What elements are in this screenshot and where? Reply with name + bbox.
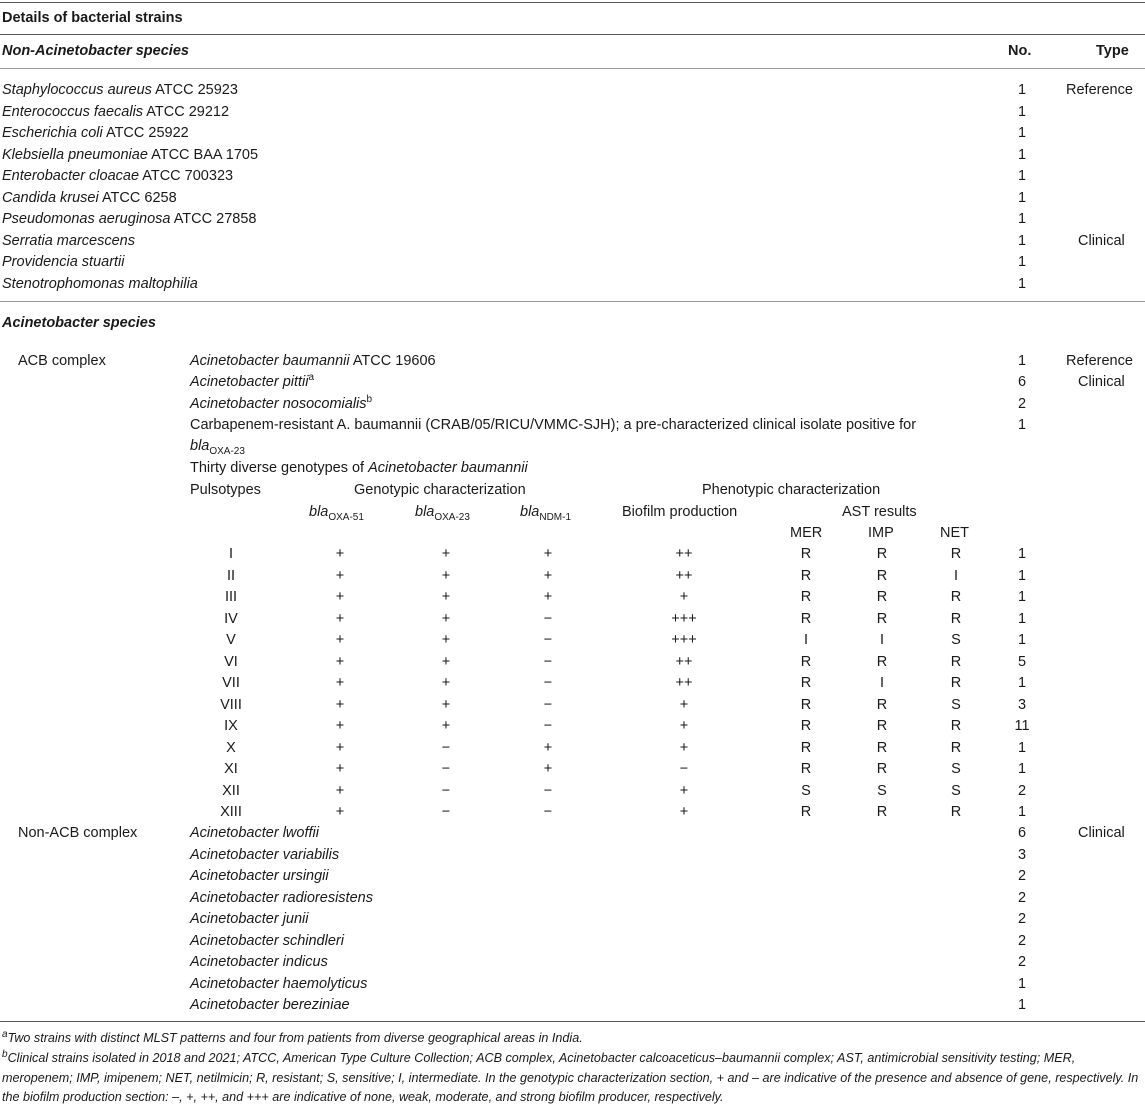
species-name: Stenotrophomonas maltophilia (2, 276, 198, 292)
ndm1-cell: + (543, 546, 553, 562)
mer-cell: R (800, 589, 812, 605)
top-rule (0, 2, 1145, 3)
count-cell: 1 (1017, 632, 1027, 648)
imp-cell: R (876, 718, 888, 734)
strain-id: ATCC 700323 (139, 168, 234, 184)
strain-count: 1 (1017, 104, 1027, 120)
count-cell: 11 (1014, 718, 1030, 734)
strain-id: ATCC 6258 (98, 190, 177, 206)
net-cell: S (951, 632, 961, 648)
pulsotype-cell: VII (222, 675, 240, 691)
net-cell: S (951, 761, 961, 777)
net-cell: R (950, 740, 962, 756)
oxa23-cell: + (441, 632, 451, 648)
imp-cell: I (879, 632, 885, 648)
imp-cell: R (876, 611, 888, 627)
header-no: No. (1008, 43, 1032, 59)
species-name: Acinetobacter haemolyticus (190, 976, 368, 992)
gene-name: bla (520, 504, 540, 520)
acb-row-baumannii-no: 1 (1017, 353, 1027, 369)
table-title: Details of bacterial strains (2, 10, 183, 26)
imp-cell: R (876, 546, 888, 562)
imp-cell: R (876, 740, 888, 756)
ndm1-cell: − (543, 632, 553, 648)
mer-cell: R (800, 546, 812, 562)
acb-row-crab-line2 (190, 437, 245, 455)
ndm1-cell: − (543, 718, 553, 734)
pulsotypes-header: Pulsotypes (190, 482, 261, 498)
mer-header: MER (790, 525, 823, 541)
biofilm-cell: + (679, 589, 689, 605)
net-cell: R (950, 804, 962, 820)
oxa23-cell: + (441, 568, 451, 584)
acb-row-nosocomialis-no: 2 (1017, 396, 1027, 412)
strain-row (2, 81, 238, 99)
count-cell: 2 (1017, 783, 1027, 799)
strain-type: Clinical (1078, 233, 1125, 249)
net-cell: R (950, 589, 962, 605)
footnote-b (2, 1049, 1142, 1108)
imp-cell: R (876, 761, 888, 777)
header-non-acinetobacter: Non-Acinetobacter species (2, 43, 189, 59)
acb-row-pittii-no: 6 (1017, 374, 1027, 390)
strain-count: 6 (1017, 825, 1027, 841)
oxa23-cell: − (441, 740, 451, 756)
net-cell: R (950, 675, 962, 691)
net-cell: R (950, 654, 962, 670)
count-cell: 1 (1017, 804, 1027, 820)
strain-id: ATCC 19606 (349, 353, 436, 369)
biofilm-cell: + (679, 697, 689, 713)
oxa23-header (415, 503, 470, 521)
biofilm-cell: + (679, 804, 689, 820)
acinetobacter-header: Acinetobacter species (2, 315, 156, 331)
non-acb-type: Clinical (1078, 825, 1125, 841)
acb-row-thirty-genotypes (190, 459, 528, 477)
imp-cell: R (876, 654, 888, 670)
biofilm-cell: − (679, 761, 689, 777)
mer-cell: R (800, 761, 812, 777)
oxa51-cell: + (335, 589, 345, 605)
species-name: Acinetobacter variabilis (190, 847, 340, 863)
gene-name: bla (190, 438, 210, 454)
oxa51-cell: + (335, 761, 345, 777)
biofilm-cell: + (679, 740, 689, 756)
strain-row (2, 253, 125, 271)
strain-count: 2 (1017, 868, 1027, 884)
strain-id: ATCC 29212 (143, 104, 230, 120)
acb-row-baumannii (190, 352, 436, 370)
ndm1-cell: + (543, 568, 553, 584)
strain-count: 1 (1017, 147, 1027, 163)
strain-row (2, 189, 177, 207)
pulsotype-cell: XI (224, 761, 238, 777)
species-name: Escherichia coli (2, 125, 103, 141)
pulsotype-cell: II (226, 568, 236, 584)
oxa51-header (309, 503, 364, 521)
species-name: Serratia marcescens (2, 233, 135, 249)
pulsotype-cell: XII (222, 783, 240, 799)
imp-header: IMP (868, 525, 894, 541)
count-cell: 1 (1017, 589, 1027, 605)
count-cell: 1 (1017, 761, 1027, 777)
species-name: Klebsiella pneumoniae (2, 147, 148, 163)
section-rule (0, 301, 1145, 302)
oxa51-cell: + (335, 632, 345, 648)
pulsotype-cell: X (226, 740, 236, 756)
net-header: NET (940, 525, 969, 541)
species-name: Providencia stuartii (2, 254, 125, 270)
gene-sub: OXA-23 (209, 445, 245, 457)
oxa51-cell: + (335, 675, 345, 691)
species-name: Acinetobacter indicus (190, 954, 328, 970)
net-cell: S (951, 697, 961, 713)
strain-count: 1 (1017, 254, 1027, 270)
mer-cell: I (803, 632, 809, 648)
species-name: Acinetobacter junii (190, 911, 309, 927)
species-name: Acinetobacter nosocomialis (190, 396, 367, 412)
net-cell: I (953, 568, 959, 584)
ndm1-cell: − (543, 804, 553, 820)
oxa23-cell: + (441, 675, 451, 691)
ndm1-header (520, 503, 571, 521)
footnote-mark: b (2, 1048, 8, 1060)
net-cell: S (951, 783, 961, 799)
footnote-mark: b (366, 394, 373, 406)
imp-cell: R (876, 804, 888, 820)
imp-cell: R (876, 697, 888, 713)
oxa51-cell: + (335, 740, 345, 756)
mer-cell: R (800, 718, 812, 734)
biofilm-cell: ++ (675, 654, 693, 670)
strain-count: 3 (1017, 847, 1027, 863)
oxa23-cell: + (441, 589, 451, 605)
count-cell: 1 (1017, 675, 1027, 691)
imp-cell: I (879, 675, 885, 691)
mer-cell: R (800, 697, 812, 713)
strain-count: 1 (1017, 276, 1027, 292)
count-cell: 1 (1017, 611, 1027, 627)
footnote-text: Two strains with distinct MLST patterns and four from patients from diverse geographical areas in India. (7, 1031, 583, 1045)
species-name: Staphylococcus aureus (2, 82, 152, 98)
net-cell: R (950, 546, 962, 562)
gene-name: bla (309, 504, 329, 520)
oxa51-cell: + (335, 697, 345, 713)
strain-row (2, 275, 198, 293)
ndm1-cell: + (543, 740, 553, 756)
species-name: Acinetobacter baumannii (368, 460, 528, 476)
header-type: Type (1096, 43, 1129, 59)
count-cell: 3 (1017, 697, 1027, 713)
oxa51-cell: + (335, 783, 345, 799)
strain-type: Reference (1066, 82, 1133, 98)
oxa51-cell: + (335, 546, 345, 562)
strain-count: 1 (1017, 125, 1027, 141)
imp-cell: R (876, 589, 888, 605)
species-name: Pseudomonas aeruginosa (2, 211, 171, 227)
biofilm-cell: +++ (671, 611, 697, 627)
genotypic-header: Genotypic characterization (354, 482, 526, 498)
mer-cell: S (801, 783, 811, 799)
biofilm-cell: + (679, 783, 689, 799)
strain-count: 2 (1017, 954, 1027, 970)
oxa51-cell: + (335, 804, 345, 820)
net-cell: R (950, 611, 962, 627)
gene-name: bla (415, 504, 435, 520)
mer-cell: R (800, 654, 812, 670)
strain-id: ATCC 25922 (102, 125, 189, 141)
strain-count: 2 (1017, 890, 1027, 906)
mer-cell: R (800, 568, 812, 584)
acb-row-pittii-type: Clinical (1078, 374, 1125, 390)
mer-cell: R (800, 675, 812, 691)
oxa23-cell: + (441, 546, 451, 562)
species-name: Acinetobacter lwoffii (190, 825, 319, 841)
species-name: Candida krusei (2, 190, 99, 206)
ast-header: AST results (842, 504, 917, 520)
species-name: Acinetobacter ursingii (190, 868, 329, 884)
phenotypic-header: Phenotypic characterization (702, 482, 881, 498)
ndm1-cell: − (543, 611, 553, 627)
strain-count: 1 (1017, 82, 1027, 98)
strain-count: 1 (1017, 168, 1027, 184)
strain-row (2, 124, 189, 142)
oxa51-cell: + (335, 568, 345, 584)
pulsotype-cell: V (226, 632, 236, 648)
ndm1-cell: + (543, 761, 553, 777)
oxa23-cell: + (441, 611, 451, 627)
strain-row (2, 167, 233, 185)
oxa23-cell: − (441, 761, 451, 777)
biofilm-header: Biofilm production (622, 504, 738, 520)
count-cell: 1 (1017, 546, 1027, 562)
oxa23-cell: − (441, 804, 451, 820)
species-name: Acinetobacter radioresistens (190, 890, 373, 906)
oxa51-cell: + (335, 654, 345, 670)
biofilm-cell: + (679, 718, 689, 734)
title-rule (0, 34, 1145, 35)
ndm1-cell: − (543, 675, 553, 691)
ndm1-cell: − (543, 697, 553, 713)
oxa51-cell: + (335, 718, 345, 734)
species-name: Acinetobacter pittii (190, 374, 309, 390)
strain-id: ATCC BAA 1705 (147, 147, 259, 163)
strain-count: 1 (1017, 233, 1027, 249)
mer-cell: R (800, 804, 812, 820)
acb-row-baumannii-type: Reference (1066, 353, 1133, 369)
strain-count: 2 (1017, 911, 1027, 927)
count-cell: 1 (1017, 568, 1027, 584)
ndm1-cell: − (543, 654, 553, 670)
footnote-text: Clinical strains isolated in 2018 and 2021; ATCC, American Type Culture Collection; ACB complex, Acinetobacter calcoaceticus–baumannii complex; AST, antimicrobial sensitivity testing; MER, meropenem; IMP, imipenem; NET, netilmicin; R, resistant; S, sensitive; I, intermediate. In the genotypic characterization section, + and – are indicative of the presence and absence of gene, respectively. In the biofilm production section: –, +, ++, and +++ are indicative of none, weak, moderate, and strong biofilm producer, respectively. (2, 1051, 1139, 1104)
acb-row-crab: Carbapenem-resistant A. baumannii (CRAB/05/RICU/VMMC-SJH); a pre-characterized clinical isolate positive for (190, 417, 917, 433)
imp-cell: R (876, 568, 888, 584)
acb-row-pittii (190, 373, 314, 391)
oxa23-cell: − (441, 783, 451, 799)
biofilm-cell: ++ (675, 568, 693, 584)
count-cell: 5 (1017, 654, 1027, 670)
biofilm-cell: ++ (675, 546, 693, 562)
oxa23-cell: + (441, 654, 451, 670)
pulsotype-cell: IV (224, 611, 238, 627)
strain-count: 1 (1017, 211, 1027, 227)
oxa51-cell: + (335, 611, 345, 627)
net-cell: R (950, 718, 962, 734)
mer-cell: R (800, 740, 812, 756)
gene-sub: OXA-51 (328, 511, 364, 523)
gene-sub: OXA-23 (434, 511, 470, 523)
footnote-mark: a (2, 1028, 8, 1040)
genotypes-text: Thirty diverse genotypes of (190, 460, 369, 476)
oxa23-cell: + (441, 718, 451, 734)
acb-row-crab-no: 1 (1017, 417, 1027, 433)
species-name: Enterobacter cloacae (2, 168, 140, 184)
biofilm-cell: ++ (675, 675, 693, 691)
ndm1-cell: − (543, 783, 553, 799)
gene-sub: NDM-1 (539, 511, 572, 523)
strain-row (2, 146, 258, 164)
strain-row (2, 210, 256, 228)
pulsotype-cell: IX (224, 718, 238, 734)
strain-id: ATCC 25923 (151, 82, 238, 98)
strain-count: 2 (1017, 933, 1027, 949)
ndm1-cell: + (543, 589, 553, 605)
strain-row (2, 232, 135, 250)
species-name: Acinetobacter schindleri (190, 933, 344, 949)
pulsotype-cell: VIII (220, 697, 242, 713)
strain-id: ATCC 27858 (170, 211, 257, 227)
acb-complex-label: ACB complex (18, 353, 106, 369)
biofilm-cell: +++ (671, 632, 697, 648)
non-acb-complex-label: Non-ACB complex (18, 825, 138, 841)
pulsotype-cell: VI (224, 654, 238, 670)
footnote-mark: a (308, 372, 315, 384)
acb-row-nosocomialis (190, 395, 372, 413)
strain-count: 1 (1017, 997, 1027, 1013)
pulsotype-cell: I (228, 546, 234, 562)
species-name: Acinetobacter bereziniae (190, 997, 350, 1013)
pulsotype-cell: III (224, 589, 238, 605)
strain-count: 1 (1017, 976, 1027, 992)
header-rule (0, 68, 1145, 69)
count-cell: 1 (1017, 740, 1027, 756)
imp-cell: S (877, 783, 887, 799)
strain-count: 1 (1017, 190, 1027, 206)
mer-cell: R (800, 611, 812, 627)
species-name: Enterococcus faecalis (2, 104, 144, 120)
strain-row (2, 103, 229, 121)
oxa23-cell: + (441, 697, 451, 713)
footnote-a (2, 1029, 1142, 1049)
bottom-rule (0, 1021, 1145, 1022)
pulsotype-cell: XIII (220, 804, 242, 820)
species-name: Acinetobacter baumannii (190, 353, 350, 369)
